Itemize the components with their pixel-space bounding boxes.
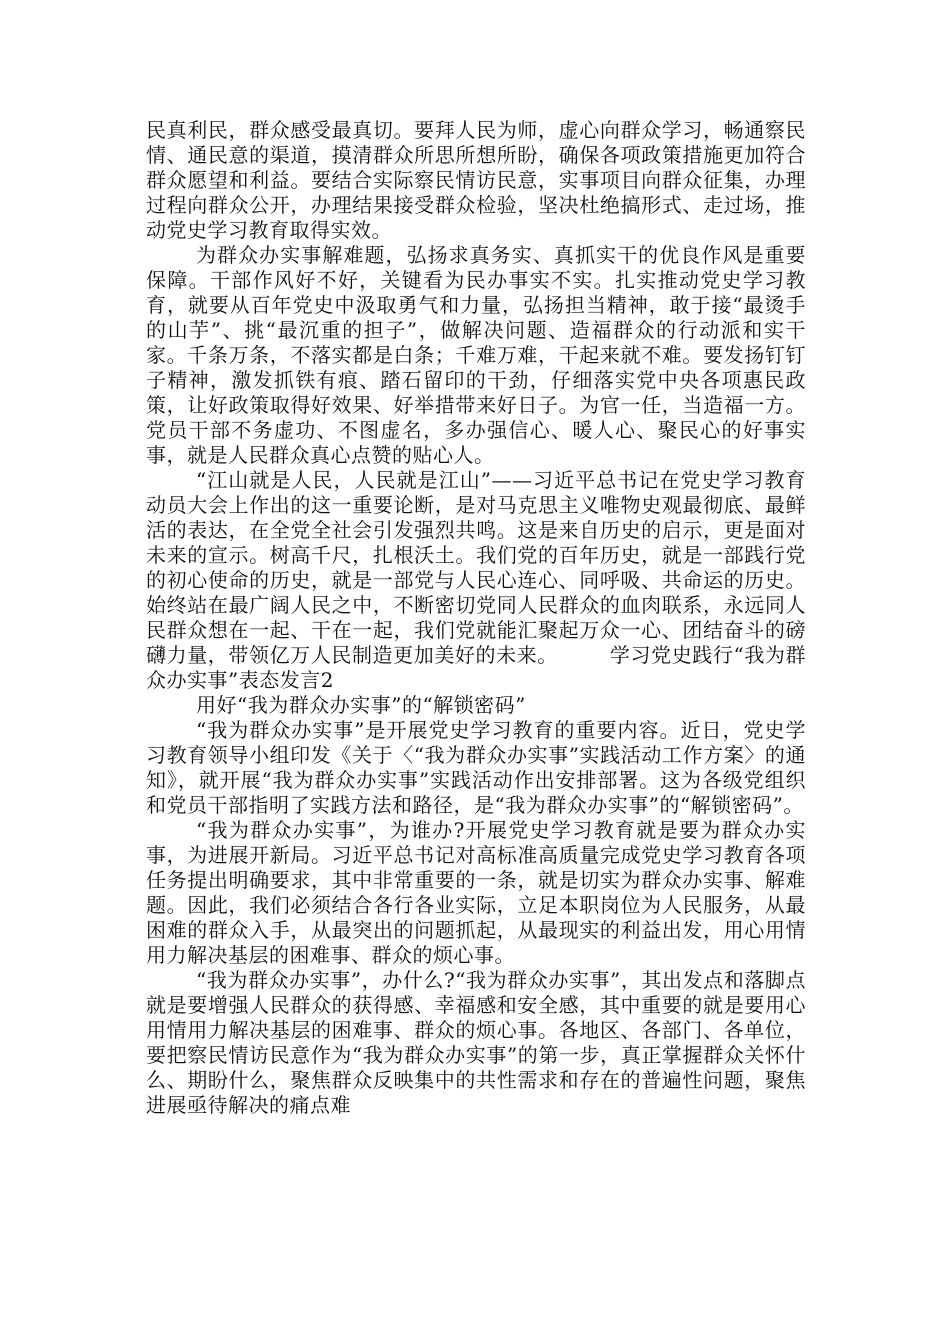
paragraph: 为群众办实事解难题，弘扬求真务实、真抓实干的优良作风是重要保障。干部作风好不好，关键看为民办事实不实。扎实推动党史学习教育，就要从百年党史中汲取勇气和力量，弘扬担当精神，敢于接“最烫手的山芋”、挑“最沉重的担子”，做解决问题、造福群众的行动派和实干家。千条万条，不落实都是白条；千难万难，干起来就不难。要发扬钉钉子精神，激发抓铁有痕、踏石留印的干劲，仔细落实党中央各项惠民政策，让好政策取得好效果、好举措带来好日子。为官一任，当造福一方。党员干部不务虚功、不图虚名，多办强信心、暖人心、聚民心的好事实事，就是人民群众真心点赞的贴心人。 [146,243,806,467]
document-body [146,118,806,1118]
section-heading: 学习党史践行“我为群众办实事”表态发言2 [146,643,807,692]
paragraph: “我为群众办实事”是开展党史学习教育的重要内容。近日，党史学习教育领导小组印发《关于〈“我为群众办实事”实践活动工作方案〉的通知》，就开展“我为群众办实事”实践活动作出安排部署。这为各级党组织和党员干部指明了实践方法和路径，是“我为群众办实事”的“解锁密码”。 [146,718,806,817]
paragraph: “我为群众办实事”，为谁办?开展党史学习教育就是要为群众办实事，为进展开新局。习近平总书记对高标准高质量完成党史学习教育各项任务提出明确要求，其中非常重要的一条，就是切实为群众办实事、解难题。因此，我们必须结合各行各业实际，立足本职岗位为人民服务，从最困难的群众入手，从最突出的问题抓起，从最现实的利益出发，用心用情用力解决基层的困难事、群众的烦心事。 [146,818,806,967]
article-title: 用好“我为群众办实事”的“解锁密码” [196,693,526,717]
paragraph [146,468,806,693]
paragraph: “我为群众办实事”，办什么?“我为群众办实事”，其出发点和落脚点就是要增强人民群众的获得感、幸福感和安全感，其中重要的就是要用心用情用力解决基层的困难事、群众的烦心事。各地区、各部门、各单位，要把察民情访民意作为“我为群众办实事”的第一步，真正掌握群众关怀什么、期盼什么，聚焦群众反映集中的共性需求和存在的普遍性问题，聚焦进展亟待解决的痛点难 [146,968,806,1117]
paragraph-text: “江山就是人民，人民就是江山”——习近平总书记在党史学习教育动员大会上作出的这一重要论断，是对马克思主义唯物史观最彻底、最鲜活的表达，在全党全社会引发强烈共鸣。这是来自历史的启示，更是面对未来的宣示。树高千尺，扎根沃土。我们党的百年历史，就是一部践行党的初心使命的历史，就是一部党与人民心连心、同呼吸、共命运的历史。始终站在最广阔人民之中，不断密切党同人民群众的血肉联系，永远同人民群众想在一起、干在一起，我们党就能汇聚起万众一心、团结奋斗的磅礴力量，带领亿万人民制造更加美好的未来。 [146,468,806,667]
paragraph: 民真利民，群众感受最真切。要拜人民为师，虚心向群众学习，畅通察民情、通民意的渠道，摸清群众所思所想所盼，确保各项政策措施更加符合群众愿望和利益。要结合实际察民情访民意，实事项目向群众征集，办理过程向群众公开，办理结果接受群众检验，坚决杜绝搞形式、走过场，推动党史学习教育取得实效。 [146,118,806,242]
